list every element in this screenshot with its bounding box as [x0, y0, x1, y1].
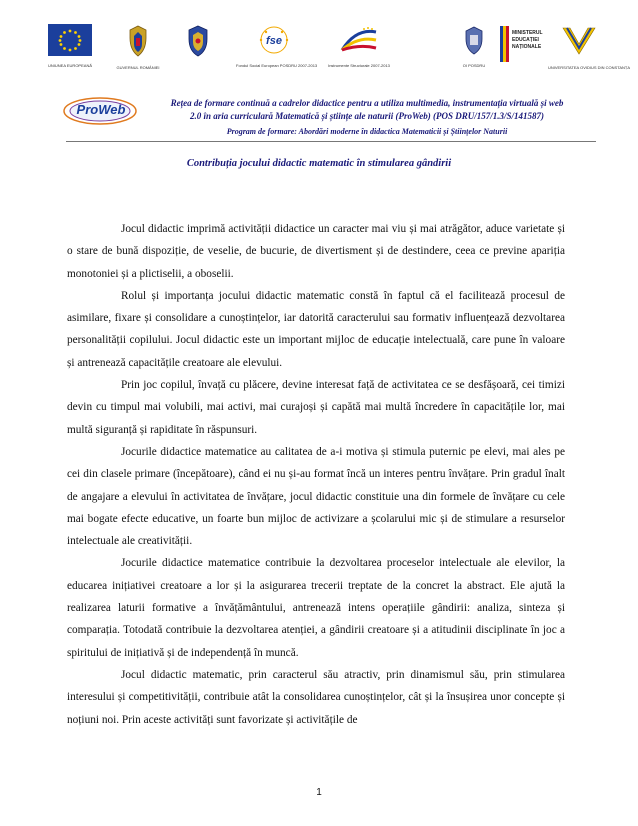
fse-logo-icon: [252, 24, 296, 56]
paragraph: Rolul și importanța jocului didactic matematic constă în faptul că el facilitează procesul de asimilare, fixare și consolidare a cunoștințelor, iar datorită caracterului sau formativ influențează dezvoltarea personalității copilului. Jocul didactic este un important mijloc de educație intelectuală, care pune în valoare și antrenează capacitățile creatoare ale elevului.: [67, 289, 565, 369]
paragraph: Jocul didactic imprimă activității didactice un caracter mai viu și mai atrăgător, aduce varietate și o stare de bună dispoziție, de veselie, de bucurie, de divertisment și de destindere, ceea ce previne apariția monotoniei și a plictiselii, a oboselii.: [67, 223, 565, 280]
ministry-education-name: MINISTERUL EDUCAȚIEI NAȚIONALE: [512, 30, 543, 50]
document-body: [67, 218, 565, 731]
ministry-education-logo: [500, 24, 548, 68]
paragraph: Jocurile didactice matematice au calitatea de a-i motiva și stimula puternic pe elevi, mai ales pe cei din clasele primare (începătoare), când ei nu și-au format încă un interes pentru învățare. Prin gradul înalt de angajare a elevului în activitatea de învățare, jocul didactic constituie una din formele de învățare cu cele mai bogate efecte educative, un foarte bun mijloc de activizare a școlarului mic și de stimulare a resurselor intelectuale ale creativității.: [67, 445, 565, 548]
svg-text:fse: fse: [266, 35, 282, 47]
ministry-education-icon: [500, 24, 510, 64]
logo-caption: OI POSDRU: [462, 63, 486, 68]
fse-logo: [236, 24, 318, 68]
eu-flag-icon: [48, 24, 92, 56]
page-number: 1: [316, 787, 322, 798]
project-title-line-2: 2.0 în aria curriculară Matematică și științe ale naturii (ProWeb) (POS DRU/157/1.3/S/141587): [189, 111, 545, 121]
logo-caption: UNIUNEA EUROPEANĂ: [47, 63, 92, 68]
logo-caption: Instrumente Structurale 2007-2013: [328, 63, 390, 68]
romania-coat-of-arms-icon: [126, 24, 150, 58]
paragraph: Jocurile didactice matematice contribuie la dezvoltarea proceselor intelectuale ale elevilor, la educarea inițiativei creatoare a lor și la asigurarea trecerii treptate de la concret la abstract. Ele ajută la realizarea laturii formative a învățământului, antrenează intens operațiile gândirii: analiza, sinteza și comparația. Totodată contribuie la dezvoltarea atenției, a gândirii creatoare și a atitudinii disciplinate în joc a spiritului de inițiativă și de independență în muncă.: [67, 557, 565, 659]
instrumente-structurale-icon: [338, 24, 380, 56]
oi-posdru-logo: [454, 24, 494, 68]
ovidius-university-icon: [557, 24, 601, 58]
project-title-line-1: Rețea de formare continuă a cadrelor didactice pentru a utiliza multimedia, instrumentația virtuală și web: [170, 98, 564, 108]
ovidius-university-logo: [548, 24, 631, 70]
project-header: [128, 97, 606, 137]
logo-caption: GUVERNUL ROMÂNIEI: [116, 65, 160, 70]
oi-posdru-icon: [461, 24, 487, 56]
paragraph: Prin joc copilul, învață cu plăcere, devine interesat față de activitatea ce se desfășoară, cei timizi devin cu timpul mai volubili, mai activi, mai curajoși și capătă mai multă încredere în capacitățile lor, mai multă siguranță și rapiditate în răspunsuri.: [67, 379, 565, 436]
logo-caption: Fondul Social European POSDRU 2007-2013: [236, 63, 318, 68]
romania-coat-logo: [116, 24, 160, 70]
eu-flag-logo: [42, 24, 98, 68]
logo-strip: [30, 24, 631, 82]
proweb-logo-text: ProWeb: [76, 102, 126, 117]
document-title: Contribuția jocului didactic matematic în stimularea gândirii: [186, 158, 452, 169]
header-divider: [66, 141, 596, 142]
instrumente-structurale-logo: [328, 24, 390, 68]
program-line: Program de formare: Abordări moderne în didactica Matematicii și Științelor Naturii: [226, 127, 508, 136]
ministry-coat-of-arms-icon: [185, 24, 211, 58]
ministry-coat-logo: [180, 24, 216, 63]
paragraph: Jocul didactic matematic, prin caracterul său atractiv, prin dinamismul său, prin stimularea interesului și competitivității, contribuie atât la consolidarea cunoștințelor, cât și la însușirea unor concepte și noțiuni noi. Prin aceste activități sunt favorizate și activitățile de: [67, 668, 565, 726]
logo-caption: UNIVERSITATEA OVIDIUS DIN CONSTANȚA: [548, 65, 631, 70]
